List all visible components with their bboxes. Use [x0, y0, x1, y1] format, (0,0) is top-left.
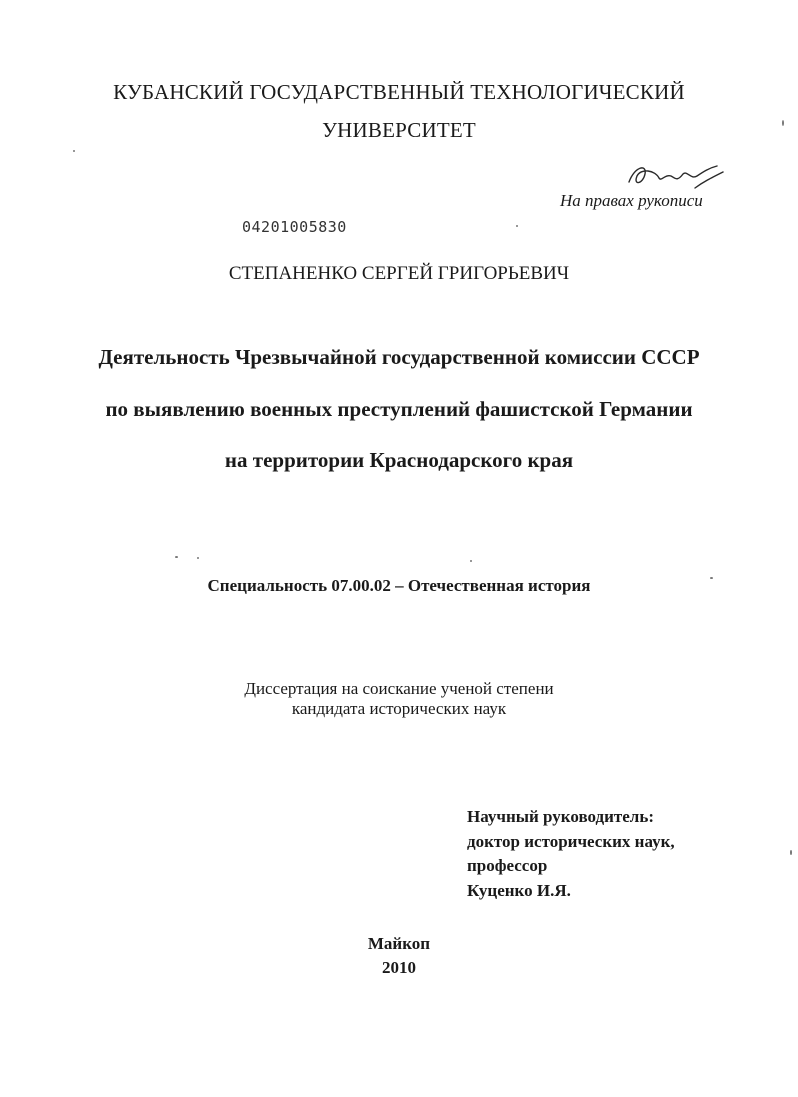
- dissertation-line-1: Диссертация на соискание ученой степени: [244, 679, 554, 698]
- city: Майкоп: [367, 934, 431, 953]
- scan-speck: [516, 225, 518, 227]
- dissertation-line-2: кандидата исторических наук: [291, 699, 507, 718]
- university-name-line2: УНИВЕРСИТЕТ: [322, 118, 476, 142]
- dissertation-degree: [0, 679, 798, 719]
- university-name-line1: КУБАНСКИЙ ГОСУДАРСТВЕННЫЙ ТЕХНОЛОГИЧЕСКИЙ: [113, 80, 685, 104]
- supervisor-block: [467, 805, 675, 903]
- city-year: [0, 932, 798, 980]
- title-line-3: на территории Краснодарского края: [224, 448, 574, 472]
- year: 2010: [382, 958, 416, 977]
- title-line-1: Деятельность Чрезвычайной государственной комиссии СССР: [98, 345, 700, 369]
- scan-speck: [73, 150, 75, 152]
- supervisor-line-3: профессор: [467, 856, 548, 875]
- signature-icon: [625, 158, 730, 194]
- title-line-2: по выявлению военных преступлений фашистской Германии: [105, 397, 693, 421]
- supervisor-line-4: Куценко И.Я.: [467, 880, 571, 900]
- author-name: СТЕПАНЕНКО СЕРГЕЙ ГРИГОРЬЕВИЧ: [228, 263, 570, 284]
- scan-speck: [790, 850, 792, 855]
- supervisor-line-1: Научный руководитель:: [467, 807, 654, 826]
- archive-code: 04201005830: [242, 218, 347, 236]
- scan-speck: [782, 120, 784, 126]
- supervisor-line-2: доктор исторических наук,: [467, 831, 675, 851]
- specialty: Специальность 07.00.02 – Отечественная история: [207, 576, 591, 595]
- rights-note: На правах рукописи: [560, 191, 703, 210]
- scan-speck: [175, 556, 178, 558]
- scan-speck: [710, 577, 713, 579]
- scan-speck: [470, 560, 472, 562]
- scan-speck: [197, 557, 199, 559]
